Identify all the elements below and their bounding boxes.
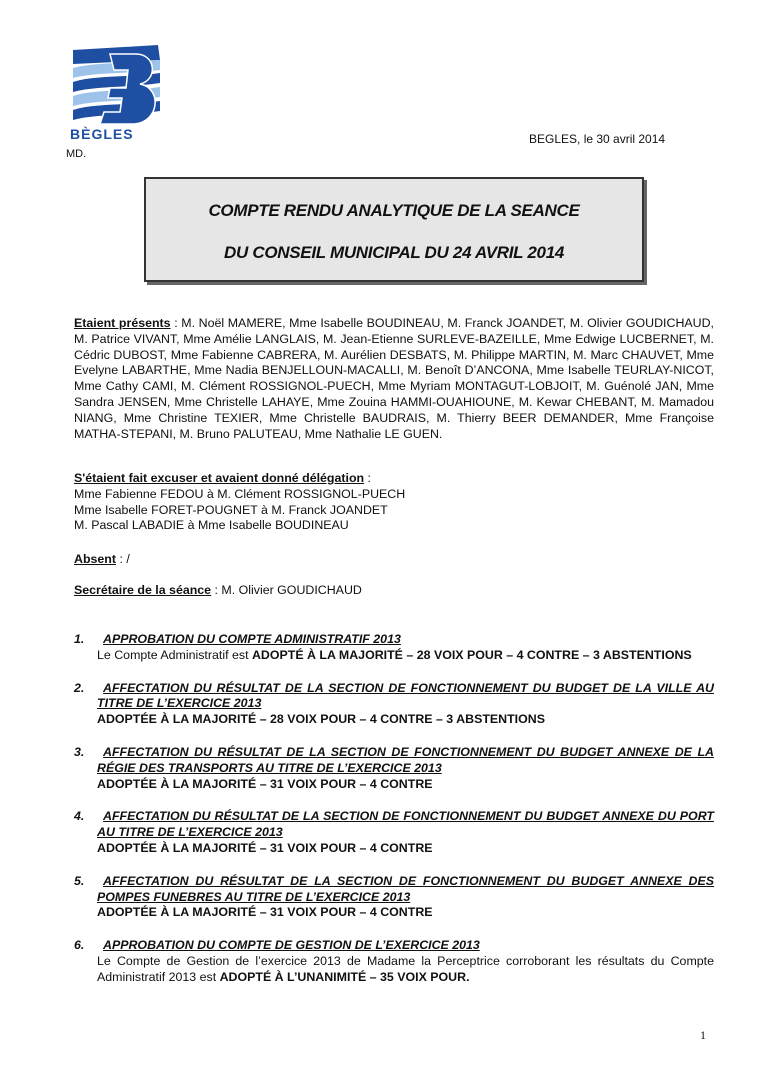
agenda-number: 5.	[74, 873, 85, 888]
logo-text: BÈGLES	[70, 126, 134, 142]
excused-item: Mme Isabelle FORET-POUGNET à M. Franck JOANDET	[74, 502, 388, 517]
author-initials: MD.	[66, 148, 87, 160]
agenda-item	[74, 874, 714, 921]
agenda-item	[74, 745, 714, 792]
agenda-outcome: Le Compte de Gestion de l’exercice 2013 de Madame la Perceptrice corroborant les résultats du Compte Administratif 2013 est ADOPTÉ À L’UNANIMITÉ – 35 VOIX POUR.	[97, 953, 714, 984]
agenda-title: AFFECTATION DU RÉSULTAT DE LA SECTION DE FONCTIONNEMENT DU BUDGET ANNEXE DE LA RÉGIE DES TRANSPORTS AU TITRE DE L’EXERCICE 2013	[97, 744, 714, 775]
agenda-outcome: ADOPTÉE À LA MAJORITÉ – 31 VOIX POUR – 4 CONTRE	[97, 905, 433, 920]
agenda-title: AFFECTATION DU RÉSULTAT DE LA SECTION DE FONCTIONNEMENT DU BUDGET DE LA VILLE AU TITRE DE L’EXERCICE 2013	[97, 680, 714, 711]
agenda-number: 3.	[74, 744, 85, 759]
present-list: : M. Noël MAMERE, Mme Isabelle BOUDINEAU, M. Franck JOANDET, M. Olivier GOUDICHAUD, M. Patrice VIVANT, Mme Amélie LANGLAIS, M. Jean-Etienne SURLEVE-BAZEILLE, Mme Edwige LUCBERNET, M. Cédric DUBOST, Mme Fabienne CABRERA, M. Aurélien DESBATS, M. Philippe MARTIN, M. Marc CHAUVET, Mme Evelyne LABARTHE, Mme Nadia BENJELLOUN-MACALLI, M. Benoît D’ANCONA, Mme Isabelle TEURLAY-NICOT, Mme Cathy CAMI, M. Clément ROSSIGNOL-PUECH, Mme Myriam MONTAGUT-LOBJOIT, M. Guénolé JAN, Mme Sandra JENSEN, Mme Christelle LAHAYE, Mme Zouina HAMMI-OUAHIOUNE, M. Kewar CHEBANT, M. Mamadou NIANG, Mme Christine TEXIER, Mme Christelle BAUDRAIS, M. Thierry BEER DEMANDER, Mme Françoise MATHA-STEPANI, M. Bruno PALUTEAU, Mme Nathalie LE GUEN.	[74, 316, 714, 441]
agenda-title: AFFECTATION DU RÉSULTAT DE LA SECTION DE FONCTIONNEMENT DU BUDGET ANNEXE DES POMPES FUNEBRES AU TITRE DE L’EXERCICE 2013	[97, 873, 714, 904]
page-number: 1	[700, 1028, 706, 1042]
agenda-item	[74, 632, 714, 664]
agenda-list	[74, 632, 714, 1003]
attendance-excused	[74, 471, 714, 534]
present-label: Etaient présents	[74, 316, 171, 330]
agenda-outcome: Le Compte Administratif est ADOPTÉ À LA MAJORITÉ – 28 VOIX POUR – 4 CONTRE – 3 ABSTENTIONS	[97, 647, 692, 662]
agenda-number: 2.	[74, 680, 85, 695]
agenda-item	[74, 809, 714, 856]
agenda-number: 1.	[74, 632, 85, 646]
agenda-item	[74, 681, 714, 728]
title-line-1: COMPTE RENDU ANALYTIQUE DE LA SEANCE	[208, 201, 580, 220]
agenda-title: APPROBATION DU COMPTE ADMINISTRATIF 2013	[103, 632, 401, 646]
agenda-number: 4.	[74, 809, 85, 824]
agenda-number: 6.	[74, 938, 85, 953]
excused-item: Mme Fabienne FEDOU à M. Clément ROSSIGNOL-PUECH	[74, 486, 406, 501]
agenda-outcome: ADOPTÉE À LA MAJORITÉ – 31 VOIX POUR – 4 CONTRE	[97, 776, 433, 791]
agenda-item	[74, 938, 714, 985]
excused-item: M. Pascal LABADIE à Mme Isabelle BOUDINEAU	[74, 518, 349, 533]
excused-label: S'étaient fait excuser et avaient donné délégation	[74, 471, 365, 485]
date-line: BEGLES, le 30 avril 2014	[529, 132, 666, 146]
title-box	[144, 177, 644, 282]
attendance-absent	[74, 552, 714, 568]
title-line-2: DU CONSEIL MUNICIPAL DU 24 AVRIL 2014	[224, 243, 564, 262]
secretary-value: : M. Olivier GOUDICHAUD	[211, 583, 362, 597]
attendance-present	[74, 316, 714, 442]
agenda-outcome: ADOPTÉE À LA MAJORITÉ – 28 VOIX POUR – 4 CONTRE – 3 ABSTENTIONS	[97, 712, 545, 727]
begles-logo	[70, 42, 166, 142]
agenda-outcome: ADOPTÉE À LA MAJORITÉ – 31 VOIX POUR – 4 CONTRE	[97, 840, 433, 855]
excused-suffix: :	[364, 471, 371, 485]
agenda-title: AFFECTATION DU RÉSULTAT DE LA SECTION DE FONCTIONNEMENT DU BUDGET ANNEXE DU PORT AU TITRE DE L’EXERCICE 2013	[97, 809, 714, 840]
secretary-label: Secrétaire de la séance	[74, 583, 212, 597]
absent-value: : /	[116, 552, 130, 566]
session-secretary	[74, 583, 714, 599]
absent-label: Absent	[74, 552, 116, 566]
agenda-title: APPROBATION DU COMPTE DE GESTION DE L’EXERCICE 2013	[103, 938, 480, 953]
